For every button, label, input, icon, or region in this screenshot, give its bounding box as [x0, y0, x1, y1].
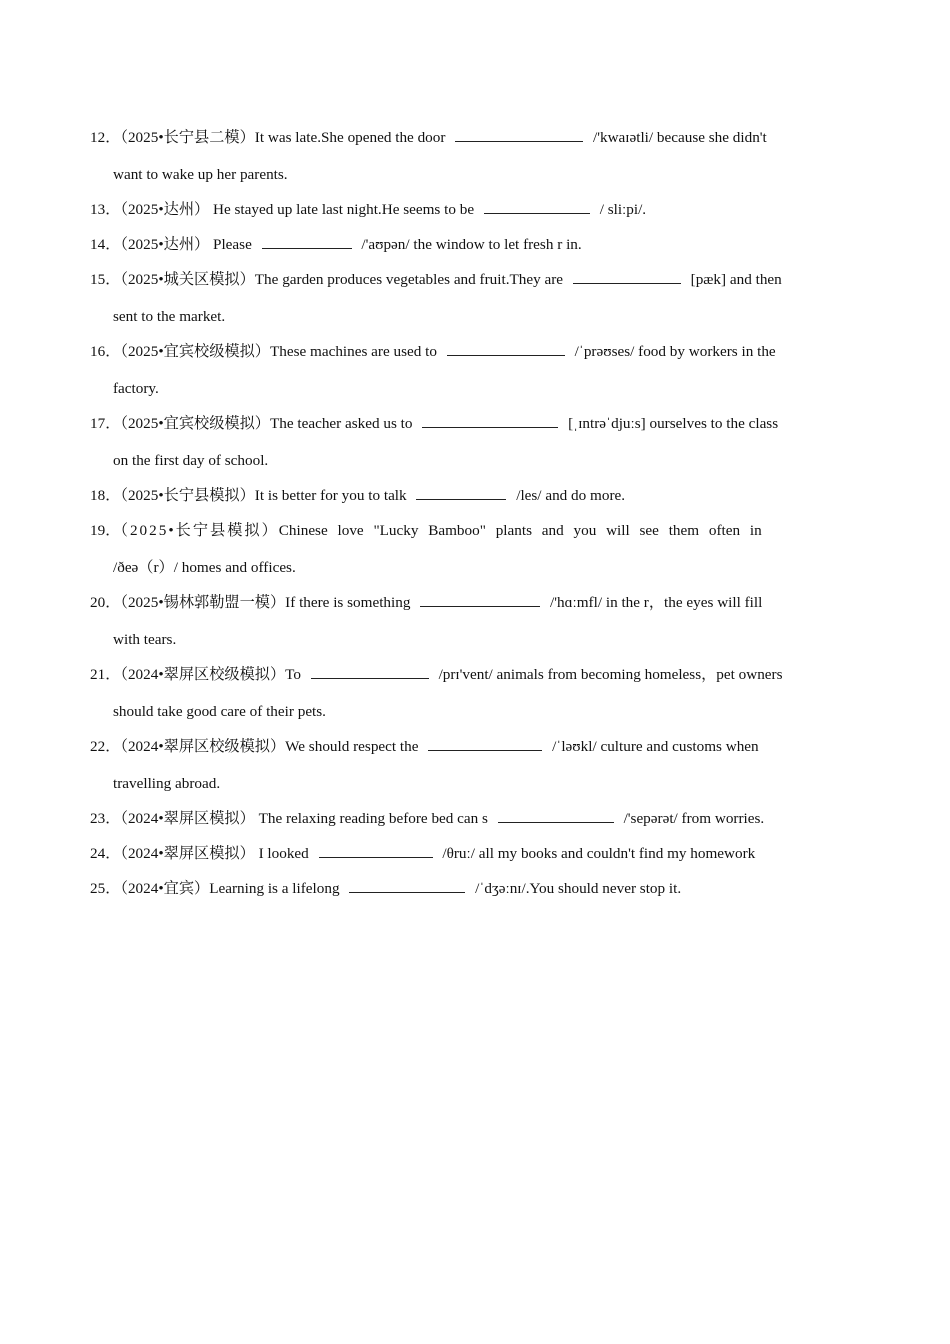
question-source: （2025•长宁县模拟） [120, 522, 279, 539]
question-text-after: /prɪ'vent/ animals from becoming homeless，pet owners [434, 666, 783, 683]
question-source: （2024•翠屏区模拟） [120, 810, 255, 827]
question-source: （2025•达州） [120, 236, 210, 253]
question-text: Chinese love "Lucky Bamboo" plants and you will see them often in [278, 522, 762, 539]
question-text-after: /'hɑːmfl/ in the r，the eyes will fill [546, 594, 763, 611]
question-text: Learning is a lifelong [209, 880, 344, 897]
answer-blank[interactable] [484, 201, 590, 214]
question-continuation: want to wake up her parents. [113, 166, 288, 183]
question-22 [90, 728, 860, 802]
question-number: 22． [90, 738, 121, 755]
answer-blank[interactable] [416, 487, 506, 500]
question-source: （2024•宜宾） [120, 880, 210, 897]
answer-blank[interactable] [420, 594, 540, 607]
question-20 [90, 584, 860, 658]
question-text: It is better for you to talk [254, 487, 411, 504]
question-source: （2024•翠屏区校级模拟） [120, 738, 286, 755]
answer-blank[interactable] [319, 845, 433, 858]
question-number: 18． [90, 487, 121, 504]
question-12 [90, 119, 860, 193]
question-number: 13． [90, 201, 121, 218]
question-text-after: /ˈdʒəːnɪ/.You should never stop it. [471, 880, 682, 897]
question-continuation: travelling abroad. [113, 775, 221, 792]
question-text-after: /'kwaɪətli/ because she didn't [589, 129, 767, 146]
question-source: （2025•长宁县二模） [120, 129, 255, 146]
question-text: We should respect the [285, 738, 423, 755]
question-number: 23． [90, 810, 121, 827]
question-13 [90, 191, 860, 228]
question-number: 25． [90, 880, 121, 897]
question-number: 21． [90, 666, 121, 683]
question-number: 19． [90, 522, 121, 539]
question-continuation: with tears. [113, 631, 177, 648]
question-source: （2025•宜宾校级模拟） [120, 415, 270, 432]
question-number: 17． [90, 415, 121, 432]
question-text: It was late.She opened the door [254, 129, 450, 146]
question-source: （2025•锡林郭勒盟一模） [120, 594, 286, 611]
question-text: The garden produces vegetables and fruit.They are [254, 271, 567, 288]
question-number: 14． [90, 236, 121, 253]
question-text-after: [ˌɪntrəˈdjuːs] ourselves to the class [564, 415, 779, 432]
question-number: 24． [90, 845, 121, 862]
question-source: （2025•长宁县模拟） [120, 487, 255, 504]
question-continuation: factory. [113, 380, 159, 397]
question-number: 16． [90, 343, 121, 360]
question-text-after: /'sepərət/ from worries. [619, 810, 765, 827]
question-text: Please [209, 236, 256, 253]
question-text-after: /θruː/ all my books and couldn't find my homework [438, 845, 756, 862]
question-text: These machines are used to [269, 343, 441, 360]
question-continuation: should take good care of their pets. [113, 703, 326, 720]
question-15 [90, 261, 860, 335]
question-source: （2024•翠屏区模拟） [120, 845, 255, 862]
question-text: To [285, 666, 305, 683]
question-source: （2025•城关区模拟） [120, 271, 255, 288]
answer-blank[interactable] [498, 810, 614, 823]
answer-blank[interactable] [262, 236, 352, 249]
answer-blank[interactable] [428, 738, 542, 751]
question-text: The relaxing reading before bed can s [254, 810, 492, 827]
question-19 [90, 512, 860, 586]
answer-blank[interactable] [455, 129, 583, 142]
question-text-after: /ˈləʊkl/ culture and customs when [548, 738, 759, 755]
question-number: 12． [90, 129, 121, 146]
question-text: If there is something [285, 594, 415, 611]
answer-blank[interactable] [311, 666, 429, 679]
question-number: 20． [90, 594, 121, 611]
question-23 [90, 800, 860, 837]
question-source: （2025•宜宾校级模拟） [120, 343, 270, 360]
question-text-after: / sliːpi/. [595, 201, 647, 218]
question-17 [90, 405, 860, 479]
question-text: He stayed up late last night.He seems to be [209, 201, 478, 218]
question-25 [90, 870, 860, 907]
question-source: （2025•达州） [120, 201, 210, 218]
question-source: （2024•翠屏区校级模拟） [120, 666, 286, 683]
question-text-after: /'aʊpən/ the window to let fresh r in. [357, 236, 582, 253]
answer-blank[interactable] [447, 343, 565, 356]
question-18 [90, 477, 860, 514]
question-text-after: [pæk] and then [686, 271, 782, 288]
answer-blank[interactable] [349, 880, 465, 893]
question-24 [90, 835, 860, 872]
question-21 [90, 656, 860, 730]
question-continuation: /ðeə（r）/ homes and offices. [113, 559, 296, 576]
question-text: The teacher asked us to [269, 415, 417, 432]
answer-blank[interactable] [422, 415, 558, 428]
question-16 [90, 333, 860, 407]
question-14 [90, 226, 860, 263]
answer-blank[interactable] [573, 271, 681, 284]
question-text-after: /les/ and do more. [512, 487, 626, 504]
question-continuation: sent to the market. [113, 308, 226, 325]
question-continuation: on the first day of school. [113, 452, 269, 469]
question-text: I looked [254, 845, 313, 862]
question-text-after: /ˈprəʊses/ food by workers in the [570, 343, 776, 360]
question-number: 15． [90, 271, 121, 288]
